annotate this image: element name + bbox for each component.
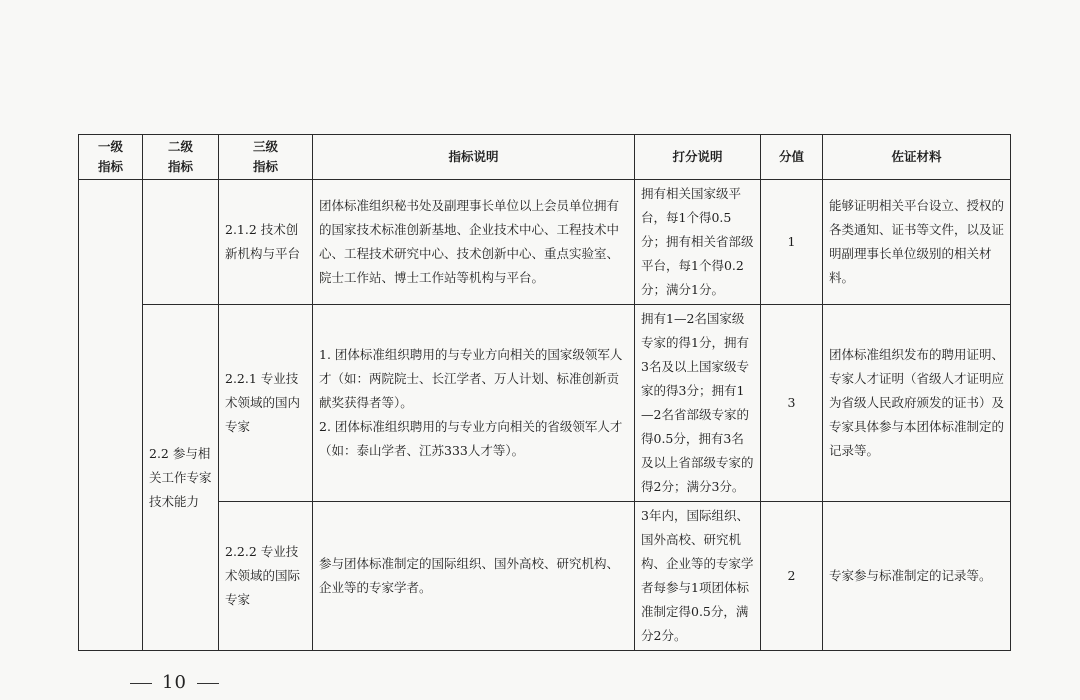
evidence-cell: 专家参与标准制定的记录等。 [823, 502, 1011, 651]
table-row [79, 502, 1011, 651]
scoring-desc-cell: 拥有1—2名国家级专家的得1分，拥有3名及以上国家级专家的得3分；拥有1—2名省部级专家的得0.5分，拥有3名及以上省部级专家的得2分；满分3分。 [635, 305, 761, 502]
scoring-desc-cell: 拥有相关国家级平台，每1个得0.5分；拥有相关省部级平台，每1个得0.2分；满分1分。 [635, 180, 761, 305]
level3-cell: 2.2.2 专业技术领域的国际专家 [219, 502, 313, 651]
header-indicator-desc: 指标说明 [313, 135, 635, 180]
level3-cell: 2.2.1 专业技术领域的国内专家 [219, 305, 313, 502]
header-level3: 三级 指标 [219, 135, 313, 180]
evidence-cell: 团体标准组织发布的聘用证明、专家人才证明（省级人才证明应为省级人民政府颁发的证书）及专家具体参与本团体标准制定的记录等。 [823, 305, 1011, 502]
header-level2: 二级 指标 [143, 135, 219, 180]
level1-cell [79, 180, 143, 651]
table-row [79, 180, 1011, 305]
indicator-table [78, 134, 1011, 651]
indicator-desc-item: 1. 团体标准组织聘用的与专业方向相关的国家级领军人才（如：两院院士、长江学者、万人计划、标准创新贡献奖获得者等）。 [319, 347, 623, 410]
score-cell: 3 [761, 305, 823, 502]
page-number: 10 [162, 672, 187, 693]
header-score: 分值 [761, 135, 823, 180]
indicator-desc-item: 2. 团体标准组织聘用的与专业方向相关的省级领军人才（如：泰山学者、江苏333人才等）。 [319, 419, 623, 458]
table-header-row [79, 135, 1011, 180]
indicator-desc-cell [313, 305, 635, 502]
footer-dash-left [130, 683, 152, 684]
footer-dash-right [197, 683, 219, 684]
indicator-desc-cell: 参与团体标准制定的国际组织、国外高校、研究机构、企业等的专家学者。 [313, 502, 635, 651]
header-scoring-desc: 打分说明 [635, 135, 761, 180]
header-evidence: 佐证材料 [823, 135, 1011, 180]
table-row [79, 305, 1011, 502]
evidence-cell: 能够证明相关平台设立、授权的各类通知、证书等文件，以及证明副理事长单位级别的相关材料。 [823, 180, 1011, 305]
level2-cell: 2.2 参与相关工作专家技术能力 [143, 305, 219, 651]
score-cell: 1 [761, 180, 823, 305]
scoring-desc-cell: 3年内，国际组织、国外高校、研究机构、企业等的专家学者每参与1项团体标准制定得0.5分，满分2分。 [635, 502, 761, 651]
score-cell: 2 [761, 502, 823, 651]
page-footer [120, 672, 229, 693]
indicator-desc-cell: 团体标准组织秘书处及副理事长单位以上会员单位拥有的国家技术标准创新基地、企业技术中心、工程技术中心、工程技术研究中心、技术创新中心、重点实验室、院士工作站、博士工作站等机构与平台。 [313, 180, 635, 305]
level2-cell-empty [143, 180, 219, 305]
header-level1: 一级 指标 [79, 135, 143, 180]
level3-cell: 2.1.2 技术创新机构与平台 [219, 180, 313, 305]
